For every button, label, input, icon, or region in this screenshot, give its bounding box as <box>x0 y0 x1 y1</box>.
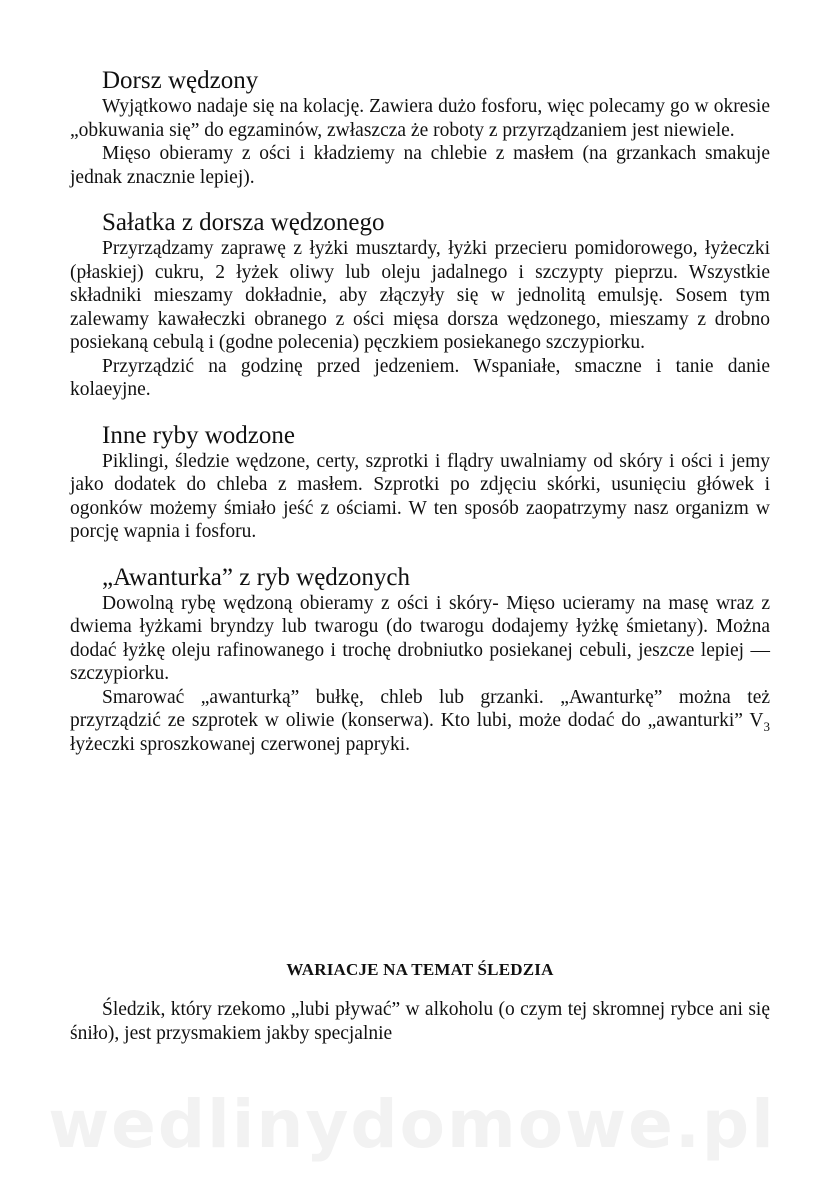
recipe-content <box>70 66 770 775</box>
section-title: Inne ryby wodzone <box>102 421 295 449</box>
section-title: „Awanturka” z ryb wędzonych <box>102 563 410 591</box>
paragraph-with-fraction <box>70 686 770 757</box>
section-awanturka <box>70 563 770 757</box>
paragraph: Mięso obieramy z ości i kładziemy na chlebie z masłem (na grzankach smakuje jednak znacznie lepiej). <box>70 143 770 188</box>
paragraph: Przyrządzić na godzinę przed jedzeniem. Wspaniałe, smaczne i tanie danie kolaeyjne. <box>70 355 770 400</box>
section-salatka-z-dorsza <box>70 208 770 402</box>
chapter-title: WARIACJE NA TEMAT ŚLEDZIA <box>286 960 554 979</box>
paragraph: Śledzik, który rzekomo „lubi pływać” w alkoholu (o czym tej skromnej rybce ani się śniło), jest przysmakiem jakby specjalnie <box>70 999 770 1044</box>
paragraph: Przyrządzamy zaprawę z łyżki musztardy, łyżki przecieru pomidorowego, łyżeczki (płaskiej) cukru, 2 łyżek oliwy lub oleju jadalnego i szczypty pieprzu. Wszystkie składniki mieszamy dokładnie, aby złączyły się w jednolitą emulsję. Sosem tym zalewamy kawałeczki obranego z ości mięsa dorsza wędzonego, mieszamy z drobno posiekaną cebulą i (godne polecenia) pęczkiem posiekanego szczypiorku. <box>70 238 770 353</box>
paragraph: Piklingi, śledzie wędzone, certy, szprotki i flądry uwalniamy od skóry i ości i jemy jako dodatek do chleba z masłem. Szprotki po zdjęciu skórki, usunięciu główek i ogonków możemy śmiało jeść z ościami. W ten sposób zaopatrzymy nasz organizm w porcję wapnia i fosforu. <box>70 450 770 542</box>
paragraph: Wyjątkowo nadaje się na kolację. Zawiera dużo fosforu, więc polecamy go w okresie „obkuwania się” do egzaminów, zwłaszcza że roboty z przyrządzaniem jest niewiele. <box>70 96 770 141</box>
paragraph: Dowolną rybę wędzoną obieramy z ości i skóry- Mięso ucieramy na masę wraz z dwiema łyżkami bryndzy lub twarogu (do twarogu dodajemy łyżkę śmietany). Można dodać łyżkę oleju rafinowanego i trochę drobniutko posiekanej cebuli, jeszcze lepiej — szczypiorku. <box>70 592 770 684</box>
section-title: Sałatka z dorsza wędzonego <box>102 209 385 236</box>
section-inne-ryby <box>70 421 770 544</box>
section-dorsz-wedzony <box>70 66 770 189</box>
fraction-subscript: 3 <box>763 718 770 734</box>
watermark: wedlinydomowe.pl <box>48 1086 776 1163</box>
paragraph-text: łyżeczki sproszkowanej czerwonej papryki. <box>70 733 411 755</box>
paragraph-text: Smarować „awanturką” bułkę, chleb lub grzanki. „Awanturkę” można też przyrządzić ze szprotek w oliwie (konserwa). Kto lubi, może dodać do „awanturki” V <box>70 686 770 731</box>
chapter-wariacje <box>70 958 770 1045</box>
section-title: Dorsz wędzony <box>102 67 259 94</box>
